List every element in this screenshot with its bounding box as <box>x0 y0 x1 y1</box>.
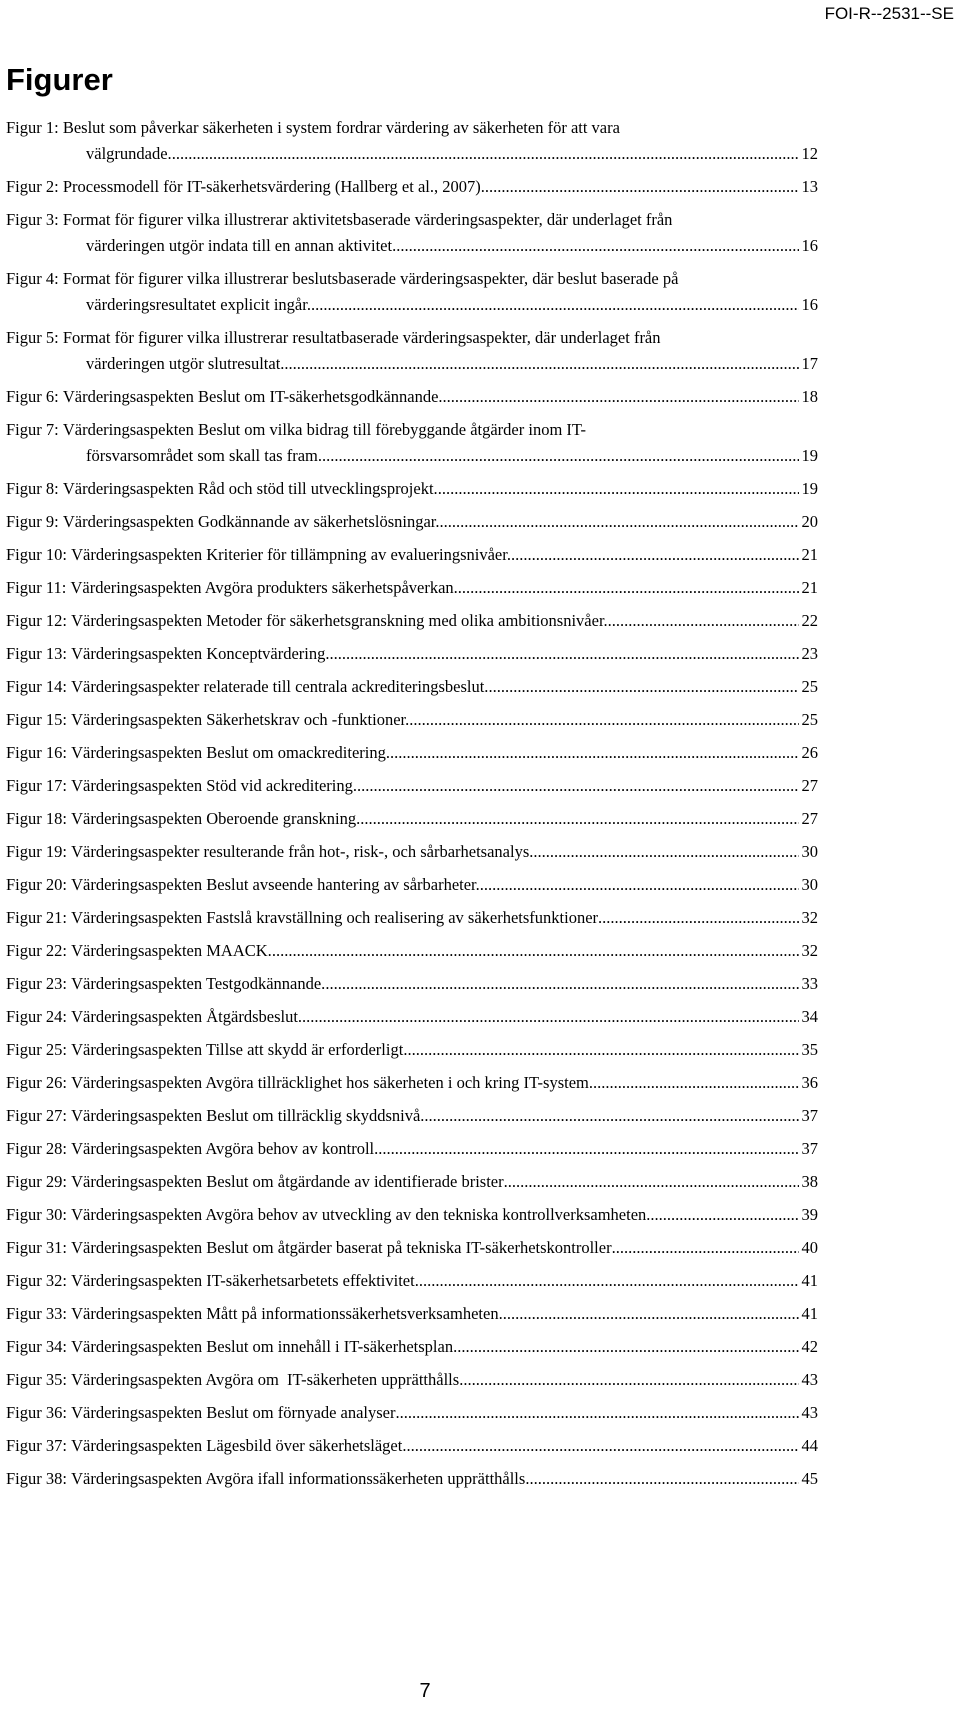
dot-leader <box>525 1466 798 1492</box>
figure-caption: Format för figurer vilka illustrerar resultatbaserade värderingsaspekter, där underlaget från <box>62 328 661 347</box>
figure-caption: Format för figurer vilka illustrerar aktivitetsbaserade värderingsaspekter, där underlaget från <box>62 210 673 229</box>
figure-caption: Värderingsaspekten Avgöra ifall informationssäkerheten upprätthålls <box>71 1469 526 1488</box>
figure-entry[interactable] <box>6 1037 818 1063</box>
dot-leader <box>415 1268 799 1294</box>
figure-entry[interactable] <box>6 1301 818 1327</box>
dot-leader <box>488 674 798 700</box>
dot-leader <box>302 1004 798 1030</box>
dot-leader <box>272 938 799 964</box>
page-reference: 41 <box>801 1271 818 1290</box>
dot-leader <box>284 351 798 377</box>
document-id: FOI-R--2531--SE <box>824 4 954 23</box>
figure-label: Figur 13: <box>6 644 67 663</box>
page-reference: 32 <box>801 908 818 927</box>
figure-entry[interactable] <box>6 806 818 832</box>
figure-entry[interactable] <box>6 1202 818 1228</box>
figure-caption-continued: värderingen utgör indata till en annan aktivitet. <box>86 236 397 255</box>
figure-entry[interactable] <box>6 1433 818 1459</box>
figure-label: Figur 11: <box>6 578 67 597</box>
dot-leader <box>420 1103 798 1129</box>
figure-entry[interactable] <box>6 1268 818 1294</box>
figure-entry[interactable] <box>6 384 818 410</box>
page-reference: 33 <box>801 974 818 993</box>
figure-entry[interactable] <box>6 476 818 502</box>
figure-caption: Värderingsaspekten Lägesbild över säkerhetsläget <box>71 1436 403 1455</box>
page-reference: 30 <box>801 842 818 861</box>
dot-leader <box>360 806 798 832</box>
figure-caption: Värderingsaspekten IT-säkerhetsarbetets effektivitet <box>71 1271 415 1290</box>
figure-caption: Värderingsaspekter relaterade till centrala ackrediteringsbeslut. <box>71 677 489 696</box>
figure-label: Figur 9: <box>6 512 59 531</box>
figure-entry[interactable] <box>6 674 818 700</box>
figure-entry[interactable] <box>6 839 818 865</box>
page-reference: 27 <box>801 776 818 795</box>
dot-leader <box>402 1433 798 1459</box>
dot-leader <box>646 1202 798 1228</box>
dot-leader <box>485 174 799 200</box>
dot-leader <box>396 233 798 259</box>
figure-caption: Format för figurer vilka illustrerar beslutsbaserade värderingsaspekter, där beslut baserade på <box>62 269 679 288</box>
page-reference: 27 <box>801 809 818 828</box>
figure-caption-continued: värderingsresultatet explicit ingår. <box>86 295 311 314</box>
figure-label: Figur 16: <box>6 743 67 762</box>
figure-caption-continued: försvarsområdet som skall tas fram. <box>86 446 322 465</box>
figure-caption: Värderingsaspekten Beslut om innehåll i IT-säkerhetsplan <box>71 1337 454 1356</box>
figure-entry[interactable] <box>6 115 818 167</box>
figure-label: Figur 25: <box>6 1040 67 1059</box>
figure-entry[interactable] <box>6 971 818 997</box>
figure-label: Figur 37: <box>6 1436 67 1455</box>
dot-leader <box>390 740 799 766</box>
figure-entry[interactable] <box>6 542 818 568</box>
page-title: Figurer <box>6 62 113 97</box>
figure-label: Figur 10: <box>6 545 67 564</box>
figure-caption: Värderingsaspekter resulterande från hot-, risk-, och sårbarhetsanalys. <box>71 842 534 861</box>
figure-label: Figur 35: <box>6 1370 67 1389</box>
figure-entry[interactable] <box>6 207 818 259</box>
page-reference: 37 <box>801 1139 818 1158</box>
page-reference: 17 <box>801 354 818 373</box>
figure-label: Figur 23: <box>6 974 67 993</box>
figure-caption: Värderingsaspekten MAACK. <box>71 941 272 960</box>
figure-label: Figur 18: <box>6 809 67 828</box>
figure-label: Figur 19: <box>6 842 67 861</box>
figure-label: Figur 30: <box>6 1205 67 1224</box>
figure-entry[interactable] <box>6 740 818 766</box>
figure-caption: Värderingsaspekten Beslut om åtgärdande av identifierade brister <box>71 1172 504 1191</box>
dot-leader <box>311 292 799 318</box>
figure-caption: Värderingsaspekten Fastslå kravställning och realisering av säkerhetsfunktioner <box>71 908 599 927</box>
page-reference: 36 <box>801 1073 818 1092</box>
figure-caption: Värderingsaspekten Åtgärdsbeslut. <box>71 1007 303 1026</box>
figure-entry[interactable] <box>6 174 818 200</box>
figure-entry[interactable] <box>6 905 818 931</box>
dot-leader <box>589 1070 799 1096</box>
figure-caption-continued: värderingen utgör slutresultat. <box>86 354 285 373</box>
page-reference: 26 <box>801 743 818 762</box>
figure-caption: Värderingsaspekten Beslut om tillräcklig skyddsnivå <box>71 1106 421 1125</box>
page-reference: 12 <box>801 144 818 163</box>
figure-label: Figur 38: <box>6 1469 67 1488</box>
page-reference: 35 <box>801 1040 818 1059</box>
figure-entry[interactable] <box>6 1466 818 1492</box>
page-reference: 34 <box>801 1007 818 1026</box>
dot-leader <box>443 384 799 410</box>
figure-label: Figur 31: <box>6 1238 67 1257</box>
figure-label: Figur 7: <box>6 420 59 439</box>
figure-label: Figur 12: <box>6 611 67 630</box>
page-reference: 20 <box>801 512 818 531</box>
page-reference: 44 <box>801 1436 818 1455</box>
figure-caption: Värderingsaspekten Mått på informationssäkerhetsverksamheten <box>71 1304 499 1323</box>
figure-label: Figur 34: <box>6 1337 67 1356</box>
dot-leader <box>499 1301 799 1327</box>
page-reference: 25 <box>801 710 818 729</box>
page-reference: 45 <box>801 1469 818 1488</box>
figure-caption: Värderingsaspekten Beslut om åtgärder baserat på tekniska IT-säkerhetskontroller <box>71 1238 612 1257</box>
page-reference: 22 <box>801 611 818 630</box>
figure-label: Figur 22: <box>6 941 67 960</box>
page-reference: 23 <box>801 644 818 663</box>
figure-caption: Värderingsaspekten Konceptvärdering. <box>71 644 330 663</box>
dot-leader <box>325 971 798 997</box>
page-reference: 32 <box>801 941 818 960</box>
page-reference: 42 <box>801 1337 818 1356</box>
figure-label: Figur 29: <box>6 1172 67 1191</box>
dot-leader <box>396 1400 799 1426</box>
page-reference: 18 <box>801 387 818 406</box>
page-number: 7 <box>419 1680 431 1702</box>
figure-caption: Värderingsaspekten Avgöra behov av kontroll <box>71 1139 375 1158</box>
page-reference: 37 <box>801 1106 818 1125</box>
figure-caption: Värderingsaspekten Avgöra om IT-säkerheten upprätthålls <box>71 1370 460 1389</box>
page-reference: 21 <box>801 545 818 564</box>
dot-leader <box>458 575 799 601</box>
figure-label: Figur 6: <box>6 387 59 406</box>
figure-entry[interactable] <box>6 1103 818 1129</box>
page-reference: 21 <box>801 578 818 597</box>
page-reference: 40 <box>801 1238 818 1257</box>
dot-leader <box>409 707 798 733</box>
figure-label: Figur 15: <box>6 710 67 729</box>
figure-caption: Värderingsaspekten Avgöra tillräcklighet hos säkerheten i och kring IT-system <box>71 1073 589 1092</box>
dot-leader <box>612 1235 799 1261</box>
figure-entry[interactable] <box>6 1235 818 1261</box>
figure-caption: Värderingsaspekten Beslut avseende hantering av sårbarheter. <box>71 875 480 894</box>
figure-caption: Värderingsaspekten Kriterier för tillämpning av evalueringsnivåer. <box>71 545 511 564</box>
figure-caption: Värderingsaspekten Metoder för säkerhetsgranskning med olika ambitionsnivåer. <box>71 611 608 630</box>
figure-entry[interactable] <box>6 773 818 799</box>
figure-label: Figur 14: <box>6 677 67 696</box>
figure-entry[interactable] <box>6 575 818 601</box>
dot-leader <box>330 641 799 667</box>
figure-entry[interactable] <box>6 417 818 469</box>
figure-caption: Värderingsaspekten Avgöra behov av utveckling av den tekniska kontrollverksamheten <box>71 1205 647 1224</box>
figure-caption: Värderingsaspekten Godkännande av säkerhetslösningar. <box>62 512 440 531</box>
page-reference: 19 <box>801 479 818 498</box>
figure-entry[interactable] <box>6 325 818 377</box>
page-reference: 16 <box>801 295 818 314</box>
figure-entry[interactable] <box>6 1334 818 1360</box>
page-reference: 19 <box>801 446 818 465</box>
figure-entry[interactable] <box>6 608 818 634</box>
figure-label: Figur 17: <box>6 776 67 795</box>
figure-label: Figur 33: <box>6 1304 67 1323</box>
figure-caption: Värderingsaspekten Beslut om vilka bidrag till förebyggande åtgärder inom IT- <box>62 420 586 439</box>
figure-caption: Värderingsaspekten Testgodkännande. <box>71 974 326 993</box>
figure-entry[interactable] <box>6 872 818 898</box>
figure-caption: Värderingsaspekten Tillse att skydd är erforderligt <box>71 1040 404 1059</box>
figure-caption: Beslut som påverkar säkerheten i system fordrar värdering av säkerheten för att vara <box>62 118 620 137</box>
figure-label: Figur 24: <box>6 1007 67 1026</box>
figure-caption: Processmodell för IT-säkerhetsvärdering (Hallberg et al., 2007). <box>62 177 485 196</box>
dot-leader <box>374 1136 798 1162</box>
figure-label: Figur 21: <box>6 908 67 927</box>
page-reference: 25 <box>801 677 818 696</box>
figure-label: Figur 28: <box>6 1139 67 1158</box>
figure-caption: Värderingsaspekten Beslut om förnyade analyser <box>71 1403 396 1422</box>
dot-leader <box>504 1169 799 1195</box>
figure-caption: Värderingsaspekten Stöd vid ackreditering. <box>71 776 358 795</box>
page-reference: 30 <box>801 875 818 894</box>
dot-leader <box>357 773 798 799</box>
figure-label: Figur 36: <box>6 1403 67 1422</box>
dot-leader <box>322 443 799 469</box>
figure-entry[interactable] <box>6 1070 818 1096</box>
figure-label: Figur 4: <box>6 269 59 288</box>
figure-label: Figur 27: <box>6 1106 67 1125</box>
figure-label: Figur 5: <box>6 328 59 347</box>
dot-leader <box>439 509 798 535</box>
figure-label: Figur 2: <box>6 177 59 196</box>
figure-entry[interactable] <box>6 938 818 964</box>
figure-entry[interactable] <box>6 707 818 733</box>
page-reference: 43 <box>801 1403 818 1422</box>
dot-leader <box>511 542 799 568</box>
figure-entry[interactable] <box>6 266 818 318</box>
figure-label: Figur 8: <box>6 479 59 498</box>
dot-leader <box>459 1367 798 1393</box>
dot-leader <box>608 608 799 634</box>
dot-leader <box>403 1037 798 1063</box>
figure-label: Figur 3: <box>6 210 59 229</box>
figure-entry[interactable] <box>6 509 818 535</box>
dot-leader <box>480 872 799 898</box>
dot-leader <box>438 476 799 502</box>
dot-leader <box>172 141 799 167</box>
figure-entry[interactable] <box>6 641 818 667</box>
page-reference: 13 <box>801 177 818 196</box>
page-reference: 41 <box>801 1304 818 1323</box>
figure-caption: Värderingsaspekten Oberoende granskning. <box>71 809 361 828</box>
dot-leader <box>453 1334 798 1360</box>
figure-caption: Värderingsaspekten Beslut om IT-säkerhetsgodkännande. <box>62 387 443 406</box>
figure-caption: Värderingsaspekten Avgöra produkters säkerhetspåverkan. <box>70 578 458 597</box>
figure-caption: Värderingsaspekten Beslut om omackreditering. <box>71 743 390 762</box>
page-reference: 39 <box>801 1205 818 1224</box>
figure-entry[interactable] <box>6 1136 818 1162</box>
page-reference: 43 <box>801 1370 818 1389</box>
figure-entry[interactable] <box>6 1400 818 1426</box>
dot-leader <box>533 839 798 865</box>
figure-caption-continued: välgrundade. <box>86 144 172 163</box>
figure-caption: Värderingsaspekten Säkerhetskrav och -funktioner. <box>71 710 410 729</box>
figure-entry[interactable] <box>6 1004 818 1030</box>
figure-label: Figur 1: <box>6 118 59 137</box>
figure-label: Figur 26: <box>6 1073 67 1092</box>
dot-leader <box>598 905 798 931</box>
figure-label: Figur 20: <box>6 875 67 894</box>
figure-entry[interactable] <box>6 1169 818 1195</box>
figure-caption: Värderingsaspekten Råd och stöd till utvecklingsprojekt. <box>62 479 438 498</box>
figure-entry[interactable] <box>6 1367 818 1393</box>
figure-label: Figur 32: <box>6 1271 67 1290</box>
page-reference: 38 <box>801 1172 818 1191</box>
page-reference: 16 <box>801 236 818 255</box>
